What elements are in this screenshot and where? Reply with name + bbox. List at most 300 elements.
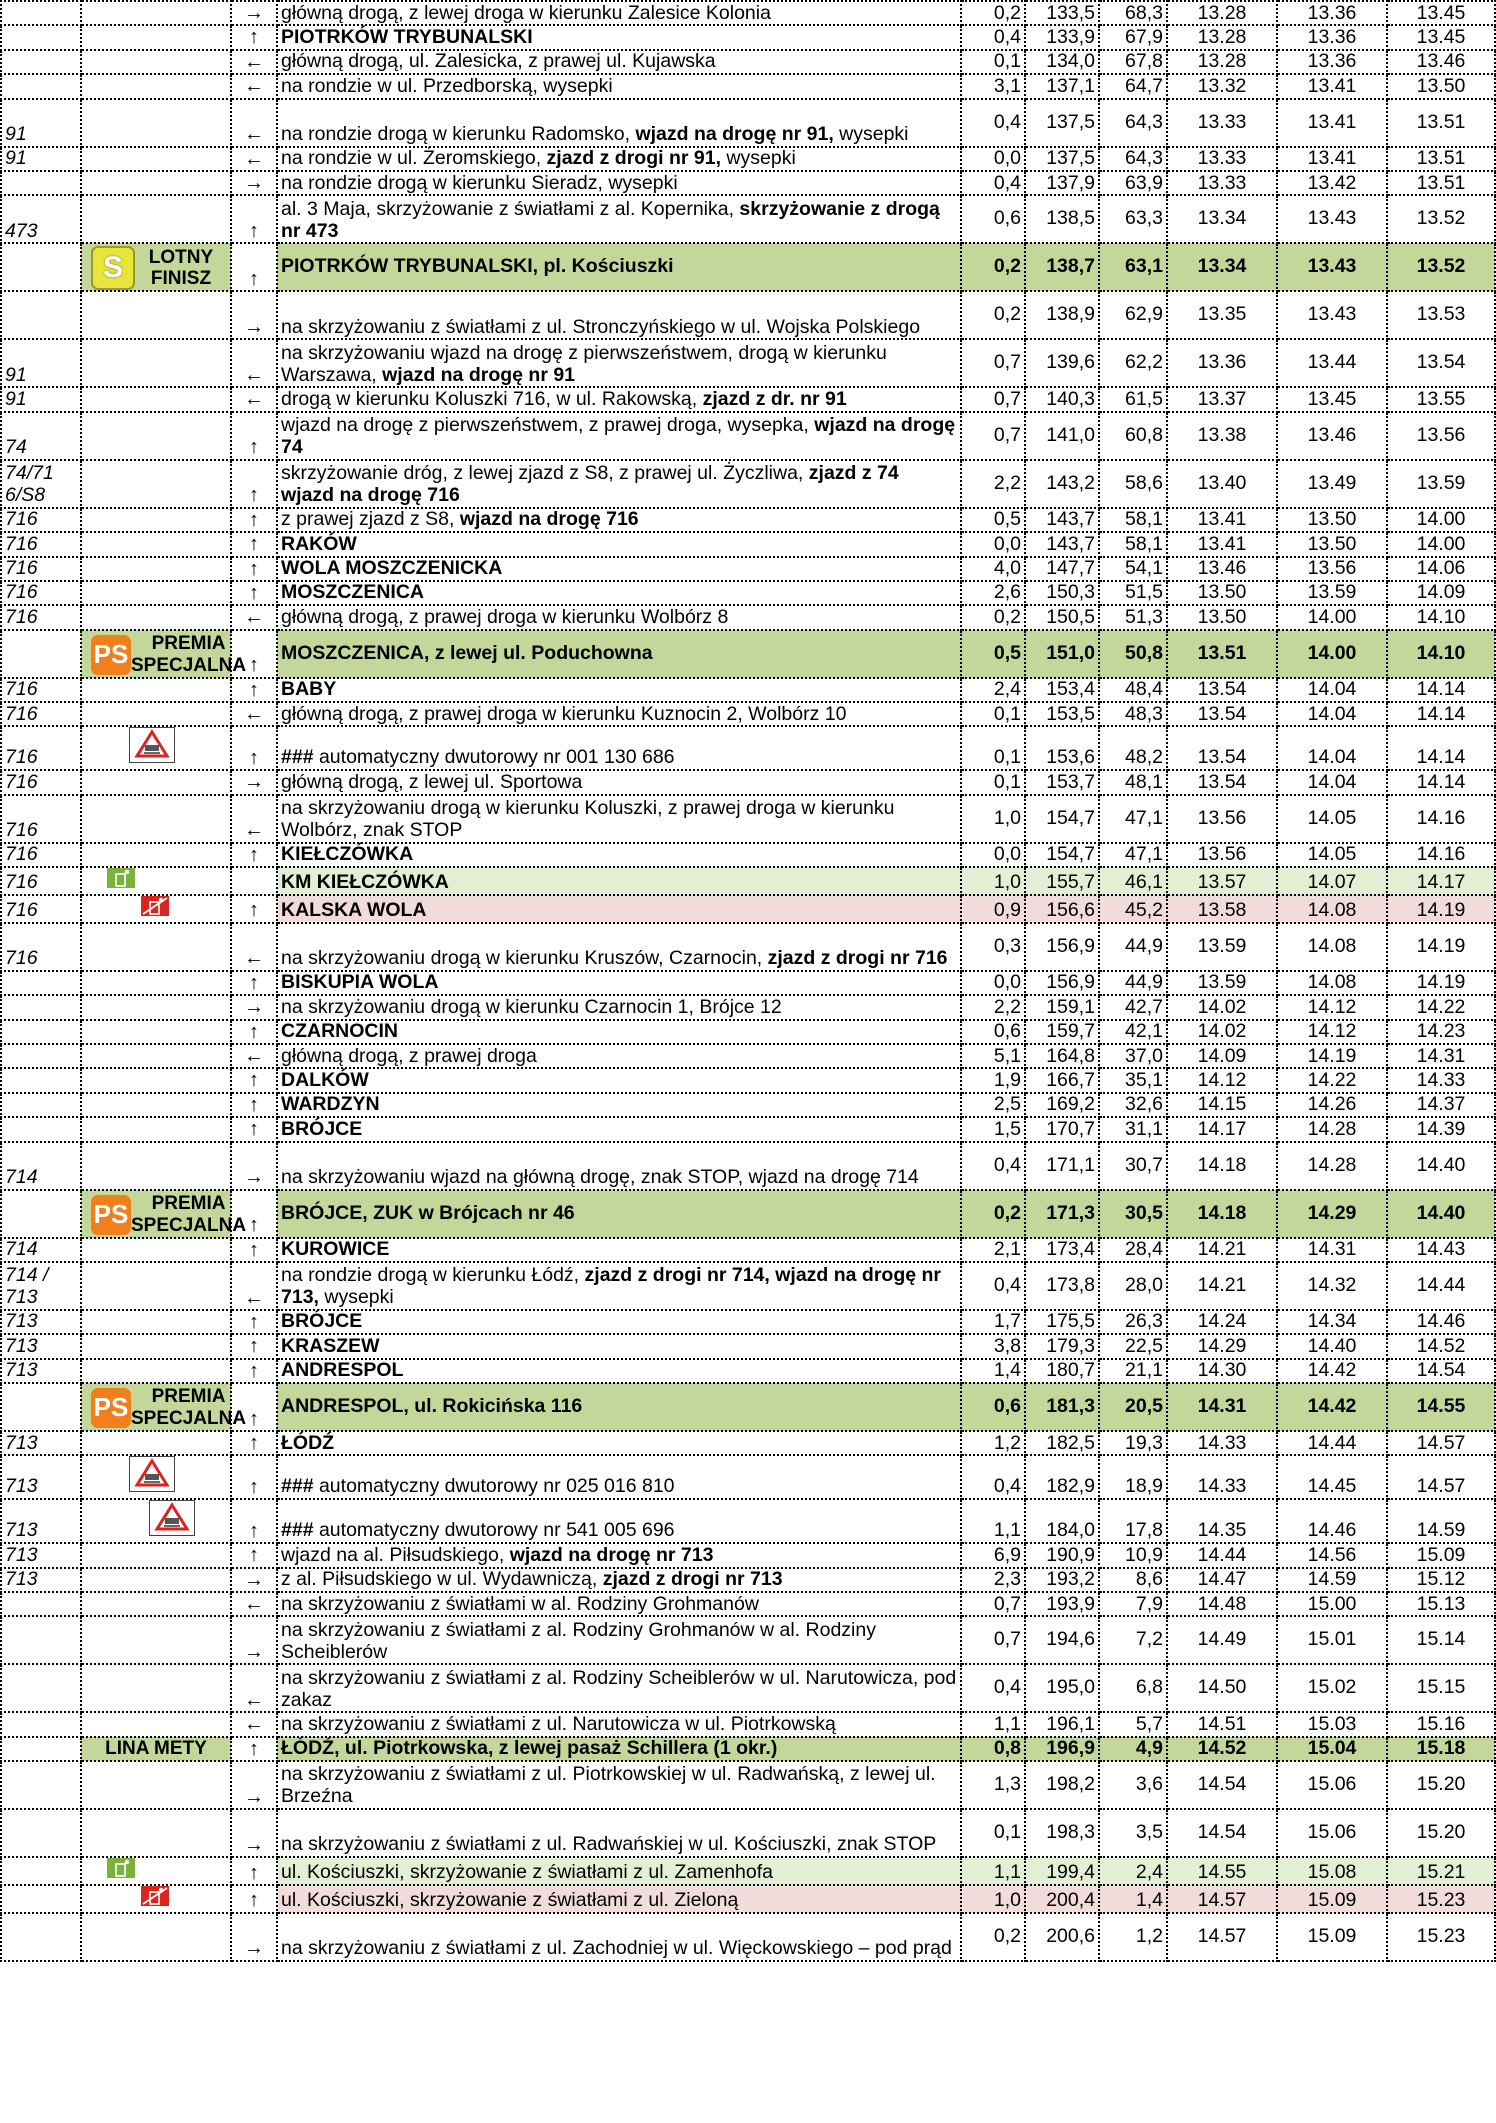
road-number-cell: 713 <box>1 1431 81 1455</box>
route-description-cell <box>277 770 961 794</box>
direction-arrow-icon: → <box>231 1809 277 1857</box>
direction-arrow-icon: ← <box>231 1262 277 1310</box>
segment-km-cell: 1,1 <box>961 1857 1025 1885</box>
total-km-cell: 139,6 <box>1025 339 1099 387</box>
remaining-km-cell: 54,1 <box>1099 557 1167 581</box>
remaining-km-cell: 26,3 <box>1099 1310 1167 1334</box>
event-cell <box>81 1068 231 1092</box>
direction-arrow-icon: ↑ <box>231 1310 277 1334</box>
table-row <box>1 1809 1495 1857</box>
remaining-km-cell: 5,7 <box>1099 1712 1167 1736</box>
time-fast-cell: 13.54 <box>1167 726 1277 770</box>
road-number-cell <box>1 291 81 339</box>
route-description-cell <box>277 1568 961 1592</box>
road-number-cell: 91 <box>1 339 81 387</box>
road-number-cell <box>1 1737 81 1761</box>
event-cell <box>81 770 231 794</box>
segment-km-cell: 0,1 <box>961 50 1025 74</box>
event-cell <box>81 291 231 339</box>
railway-crossing-sign-icon <box>129 1456 175 1492</box>
segment-km-cell: 0,5 <box>961 508 1025 532</box>
total-km-cell: 169,2 <box>1025 1093 1099 1117</box>
route-description-cell <box>277 508 961 532</box>
road-number-cell: 714 <box>1 1142 81 1190</box>
time-fast-cell: 13.35 <box>1167 291 1277 339</box>
time-slow-cell: 14.19 <box>1387 895 1495 923</box>
route-description-cell <box>277 1 961 25</box>
time-slow-cell: 13.45 <box>1387 1 1495 25</box>
table-row <box>1 195 1495 243</box>
segment-km-cell: 0,4 <box>961 1262 1025 1310</box>
time-fast-cell: 13.32 <box>1167 74 1277 98</box>
table-row <box>1 581 1495 605</box>
direction-arrow-icon: → <box>231 1761 277 1809</box>
route-description-cell <box>277 923 961 971</box>
time-slow-cell: 14.59 <box>1387 1499 1495 1543</box>
time-slow-cell: 14.55 <box>1387 1383 1495 1431</box>
time-slow-cell: 14.19 <box>1387 971 1495 995</box>
time-fast-cell: 13.34 <box>1167 243 1277 291</box>
road-number-cell <box>1 1712 81 1736</box>
time-fast-cell: 14.18 <box>1167 1142 1277 1190</box>
direction-arrow-icon: ↑ <box>231 532 277 556</box>
time-fast-cell: 13.38 <box>1167 412 1277 460</box>
remaining-km-cell: 8,6 <box>1099 1568 1167 1592</box>
description-text: skrzyżowanie dróg, z lewej zjazd z S8, z prawej ul. Życzliwa, <box>281 462 809 485</box>
time-slow-cell: 15.23 <box>1387 1913 1495 1961</box>
road-number-cell: 716 <box>1 726 81 770</box>
direction-arrow-icon: ↑ <box>231 195 277 243</box>
description-bold: WOLA MOSZCZENICKA <box>281 557 503 580</box>
direction-arrow-icon: ↑ <box>231 460 277 508</box>
direction-arrow-icon: ↑ <box>231 1359 277 1383</box>
time-mid-cell: 13.46 <box>1277 412 1387 460</box>
time-slow-cell: 13.50 <box>1387 74 1495 98</box>
time-fast-cell: 14.49 <box>1167 1616 1277 1664</box>
total-km-cell: 193,9 <box>1025 1592 1099 1616</box>
description-bold: zjazd z drogi nr 91, <box>546 147 721 170</box>
time-slow-cell: 15.15 <box>1387 1664 1495 1712</box>
route-description-cell <box>277 532 961 556</box>
route-description-cell <box>277 1616 961 1664</box>
segment-km-cell: 0,1 <box>961 770 1025 794</box>
description-bold: KRASZEW <box>281 1334 380 1357</box>
segment-km-cell: 0,2 <box>961 1913 1025 1961</box>
time-mid-cell: 14.42 <box>1277 1359 1387 1383</box>
event-cell <box>81 1913 231 1961</box>
table-row <box>1 508 1495 532</box>
event-cell <box>81 1262 231 1310</box>
road-number-cell <box>1 1 81 25</box>
remaining-km-cell: 64,7 <box>1099 74 1167 98</box>
total-km-cell: 196,1 <box>1025 1712 1099 1736</box>
route-description-cell <box>277 243 961 291</box>
time-fast-cell: 14.02 <box>1167 995 1277 1019</box>
event-cell <box>81 1238 231 1262</box>
description-bold: skrzyżowanie z drogą nr 473 <box>281 197 940 242</box>
route-description-cell <box>277 1334 961 1358</box>
event-cell <box>81 1190 247 1238</box>
segment-km-cell: 0,0 <box>961 971 1025 995</box>
remaining-km-cell: 62,9 <box>1099 291 1167 339</box>
remaining-km-cell: 1,4 <box>1099 1885 1167 1913</box>
total-km-cell: 155,7 <box>1025 867 1099 895</box>
route-description-cell <box>277 195 961 243</box>
segment-km-cell: 0,7 <box>961 339 1025 387</box>
road-number-cell: 713 <box>1 1568 81 1592</box>
time-mid-cell: 13.41 <box>1277 74 1387 98</box>
table-row <box>1 1238 1495 1262</box>
time-mid-cell: 14.32 <box>1277 1262 1387 1310</box>
direction-arrow-icon: → <box>231 770 277 794</box>
route-description-cell <box>277 291 961 339</box>
total-km-cell: 153,4 <box>1025 678 1099 702</box>
table-row <box>1 726 1495 770</box>
time-slow-cell: 14.33 <box>1387 1068 1495 1092</box>
route-description-cell <box>277 387 961 411</box>
remaining-km-cell: 22,5 <box>1099 1334 1167 1358</box>
description-text: na skrzyżowaniu z światłami z al. Rodziny Scheiblerów w ul. Narutowicza, pod zakaz <box>281 1666 957 1711</box>
direction-arrow-icon: ← <box>231 387 277 411</box>
event-cell <box>81 460 231 508</box>
road-number-cell: 716 <box>1 923 81 971</box>
segment-km-cell: 0,8 <box>961 1737 1025 1761</box>
table-row <box>1 971 1495 995</box>
road-number-cell <box>1 1664 81 1712</box>
time-fast-cell: 13.54 <box>1167 678 1277 702</box>
description-bold: DALKÓW <box>281 1068 369 1091</box>
remaining-km-cell: 63,1 <box>1099 243 1167 291</box>
event-cell <box>81 1359 231 1383</box>
event-cell <box>81 1334 231 1358</box>
description-bold: PIOTRKÓW TRYBUNALSKI <box>281 25 533 48</box>
route-description-cell <box>277 1761 961 1809</box>
event-label: LINA METY <box>105 1737 207 1759</box>
event-cell <box>81 843 231 867</box>
route-description-cell <box>277 1310 961 1334</box>
remaining-km-cell: 58,1 <box>1099 508 1167 532</box>
remaining-km-cell: 32,6 <box>1099 1093 1167 1117</box>
event-label: PREMIA SPECJALNA <box>131 1192 247 1236</box>
segment-km-cell: 0,4 <box>961 1142 1025 1190</box>
remaining-km-cell: 30,5 <box>1099 1190 1167 1238</box>
litter-zone-end-icon <box>141 896 169 916</box>
road-number-cell: 716 <box>1 605 81 629</box>
total-km-cell: 171,1 <box>1025 1142 1099 1190</box>
remaining-km-cell: 58,6 <box>1099 460 1167 508</box>
table-row <box>1 702 1495 726</box>
description-bold: zjazd z dr. nr 91 <box>702 387 847 410</box>
time-slow-cell: 13.55 <box>1387 387 1495 411</box>
route-description-cell <box>277 1044 961 1068</box>
remaining-km-cell: 7,9 <box>1099 1592 1167 1616</box>
road-number-cell <box>1 1913 81 1961</box>
description-bold: WARDZYN <box>281 1093 380 1116</box>
total-km-cell: 137,5 <box>1025 147 1099 171</box>
remaining-km-cell: 63,3 <box>1099 195 1167 243</box>
table-row <box>1 867 1495 895</box>
time-mid-cell: 13.42 <box>1277 171 1387 195</box>
time-slow-cell: 14.06 <box>1387 557 1495 581</box>
event-cell <box>81 339 231 387</box>
time-mid-cell: 15.06 <box>1277 1809 1387 1857</box>
segment-km-cell: 1,7 <box>961 1310 1025 1334</box>
direction-arrow-icon: ↑ <box>231 1455 277 1499</box>
road-number-cell: 716 <box>1 895 81 923</box>
route-description-cell <box>277 1262 961 1310</box>
description-bold: ANDRESPOL <box>281 1359 404 1382</box>
road-number-cell: 716 <box>1 867 81 895</box>
time-fast-cell: 14.31 <box>1167 1383 1277 1431</box>
time-fast-cell: 13.50 <box>1167 605 1277 629</box>
table-row <box>1 557 1495 581</box>
segment-km-cell: 0,7 <box>961 412 1025 460</box>
event-cell <box>81 557 231 581</box>
time-slow-cell: 14.14 <box>1387 702 1495 726</box>
direction-arrow-icon: ← <box>231 339 277 387</box>
description-text: na rondzie w ul. Żeromskiego, <box>281 147 547 170</box>
route-description-cell <box>277 460 961 508</box>
segment-km-cell: 0,6 <box>961 195 1025 243</box>
event-cell <box>81 867 231 895</box>
time-fast-cell: 14.29 <box>1167 1334 1277 1358</box>
table-row <box>1 1737 1495 1761</box>
route-description-cell <box>277 1359 961 1383</box>
time-fast-cell: 14.12 <box>1167 1068 1277 1092</box>
time-slow-cell: 14.16 <box>1387 843 1495 867</box>
time-slow-cell: 14.54 <box>1387 1359 1495 1383</box>
time-mid-cell: 13.36 <box>1277 25 1387 49</box>
event-cell <box>81 1712 231 1736</box>
remaining-km-cell: 1,2 <box>1099 1913 1167 1961</box>
time-fast-cell: 14.50 <box>1167 1664 1277 1712</box>
time-mid-cell: 14.59 <box>1277 1568 1387 1592</box>
time-slow-cell: 14.57 <box>1387 1431 1495 1455</box>
time-fast-cell: 13.57 <box>1167 867 1277 895</box>
road-number-cell <box>1 1857 81 1885</box>
time-fast-cell: 13.41 <box>1167 508 1277 532</box>
time-slow-cell: 13.52 <box>1387 195 1495 243</box>
special-prize-badge-icon: PS <box>91 635 131 675</box>
remaining-km-cell: 61,5 <box>1099 387 1167 411</box>
event-cell <box>81 99 231 147</box>
direction-arrow-icon: ↑ <box>231 1068 277 1092</box>
route-description-cell <box>277 1499 961 1543</box>
total-km-cell: 156,6 <box>1025 895 1099 923</box>
direction-arrow-icon: ↑ <box>231 726 277 770</box>
table-row <box>1 1262 1495 1310</box>
direction-arrow-icon: ↑ <box>231 630 277 678</box>
time-fast-cell: 13.54 <box>1167 770 1277 794</box>
segment-km-cell: 0,0 <box>961 147 1025 171</box>
remaining-km-cell: 28,0 <box>1099 1262 1167 1310</box>
total-km-cell: 153,7 <box>1025 770 1099 794</box>
remaining-km-cell: 48,3 <box>1099 702 1167 726</box>
road-number-cell <box>1 995 81 1019</box>
table-row <box>1 387 1495 411</box>
total-km-cell: 154,7 <box>1025 843 1099 867</box>
table-row <box>1 412 1495 460</box>
description-text: na skrzyżowaniu z światłami w al. Rodziny Grohmanów <box>281 1592 759 1615</box>
remaining-km-cell: 64,3 <box>1099 147 1167 171</box>
event-cell <box>81 1857 231 1885</box>
time-slow-cell: 13.46 <box>1387 50 1495 74</box>
time-slow-cell: 14.22 <box>1387 995 1495 1019</box>
route-description-cell <box>277 971 961 995</box>
total-km-cell: 184,0 <box>1025 1499 1099 1543</box>
event-cell <box>81 147 231 171</box>
time-mid-cell: 13.44 <box>1277 339 1387 387</box>
time-slow-cell: 14.46 <box>1387 1310 1495 1334</box>
event-cell <box>81 1093 231 1117</box>
segment-km-cell: 0,9 <box>961 895 1025 923</box>
description-text: na rondzie w ul. Przedborską, wysepki <box>281 74 613 97</box>
remaining-km-cell: 28,4 <box>1099 1238 1167 1262</box>
event-cell <box>81 1616 231 1664</box>
event-cell <box>81 387 231 411</box>
time-fast-cell: 14.02 <box>1167 1020 1277 1044</box>
time-fast-cell: 13.58 <box>1167 895 1277 923</box>
direction-arrow-icon: ↑ <box>231 25 277 49</box>
remaining-km-cell: 35,1 <box>1099 1068 1167 1092</box>
road-number-cell: 716 <box>1 508 81 532</box>
table-row <box>1 460 1495 508</box>
description-text-after: wysepki <box>318 1286 394 1309</box>
time-fast-cell: 14.18 <box>1167 1190 1277 1238</box>
segment-km-cell: 0,2 <box>961 605 1025 629</box>
table-row <box>1 605 1495 629</box>
total-km-cell: 180,7 <box>1025 1359 1099 1383</box>
route-description-cell <box>277 1455 961 1499</box>
remaining-km-cell: 10,9 <box>1099 1543 1167 1567</box>
event-wrap <box>85 246 227 290</box>
remaining-km-cell: 58,1 <box>1099 532 1167 556</box>
road-number-cell <box>1 1020 81 1044</box>
road-number-cell: 713 <box>1 1543 81 1567</box>
total-km-cell: 143,7 <box>1025 532 1099 556</box>
table-row <box>1 171 1495 195</box>
description-bold: ### <box>281 1475 314 1498</box>
time-mid-cell: 14.40 <box>1277 1334 1387 1358</box>
time-mid-cell: 13.43 <box>1277 195 1387 243</box>
time-fast-cell: 13.40 <box>1167 460 1277 508</box>
remaining-km-cell: 51,5 <box>1099 581 1167 605</box>
segment-km-cell: 1,0 <box>961 867 1025 895</box>
event-cell <box>81 1737 231 1761</box>
event-cell <box>81 1383 247 1431</box>
total-km-cell: 138,5 <box>1025 195 1099 243</box>
total-km-cell: 150,3 <box>1025 581 1099 605</box>
time-mid-cell: 13.50 <box>1277 532 1387 556</box>
road-number-cell: 716 <box>1 702 81 726</box>
route-description-cell <box>277 1885 961 1913</box>
route-description-cell <box>277 895 961 923</box>
road-number-cell: 91 <box>1 99 81 147</box>
event-cell <box>81 532 231 556</box>
description-bold: wjazd na drogę nr 713 <box>509 1543 714 1566</box>
route-description-cell <box>277 630 961 678</box>
remaining-km-cell: 21,1 <box>1099 1359 1167 1383</box>
time-slow-cell: 15.13 <box>1387 1592 1495 1616</box>
segment-km-cell: 2,1 <box>961 1238 1025 1262</box>
remaining-km-cell: 31,1 <box>1099 1117 1167 1141</box>
road-number-cell <box>1 971 81 995</box>
description-text: główną drogą, z prawej droga <box>281 1044 537 1067</box>
total-km-cell: 175,5 <box>1025 1310 1099 1334</box>
table-row <box>1 1712 1495 1736</box>
description-text: na skrzyżowaniu z światłami z ul. Radwańskiej w ul. Kościuszki, znak STOP <box>281 1833 937 1856</box>
route-table-body <box>1 1 1495 1961</box>
time-slow-cell: 13.53 <box>1387 291 1495 339</box>
total-km-cell: 141,0 <box>1025 412 1099 460</box>
time-fast-cell: 13.54 <box>1167 702 1277 726</box>
table-row <box>1 1664 1495 1712</box>
time-mid-cell: 14.04 <box>1277 770 1387 794</box>
event-wrap <box>85 633 247 677</box>
event-cell <box>81 1142 231 1190</box>
remaining-km-cell: 45,2 <box>1099 895 1167 923</box>
total-km-cell: 193,2 <box>1025 1568 1099 1592</box>
total-km-cell: 143,2 <box>1025 460 1099 508</box>
direction-arrow-icon: ↑ <box>231 843 277 867</box>
road-number-cell: 74/71 6/S8 <box>1 460 81 508</box>
time-mid-cell: 14.29 <box>1277 1190 1387 1238</box>
segment-km-cell: 1,1 <box>961 1499 1025 1543</box>
direction-arrow-icon: ← <box>231 1044 277 1068</box>
event-cell <box>81 171 231 195</box>
remaining-km-cell: 3,5 <box>1099 1809 1167 1857</box>
time-fast-cell: 13.41 <box>1167 532 1277 556</box>
time-slow-cell: 15.16 <box>1387 1712 1495 1736</box>
time-slow-cell: 15.23 <box>1387 1885 1495 1913</box>
direction-arrow-icon: ↑ <box>231 1857 277 1885</box>
direction-arrow-icon: ← <box>231 702 277 726</box>
total-km-cell: 171,3 <box>1025 1190 1099 1238</box>
route-description-cell <box>277 1664 961 1712</box>
table-row <box>1 50 1495 74</box>
direction-arrow-icon: → <box>231 995 277 1019</box>
event-cell <box>81 895 231 923</box>
segment-km-cell: 0,0 <box>961 532 1025 556</box>
time-slow-cell: 14.14 <box>1387 726 1495 770</box>
segment-km-cell: 1,3 <box>961 1761 1025 1809</box>
time-mid-cell: 15.01 <box>1277 1616 1387 1664</box>
segment-km-cell: 2,4 <box>961 678 1025 702</box>
time-slow-cell: 15.12 <box>1387 1568 1495 1592</box>
direction-arrow-icon: ↑ <box>231 678 277 702</box>
time-mid-cell: 14.04 <box>1277 726 1387 770</box>
description-text-after: automatyczny dwutorowy nr 541 005 696 <box>313 1519 675 1542</box>
route-description-cell <box>277 557 961 581</box>
time-mid-cell: 15.09 <box>1277 1885 1387 1913</box>
table-row <box>1 1334 1495 1358</box>
segment-km-cell: 1,0 <box>961 1885 1025 1913</box>
remaining-km-cell: 3,6 <box>1099 1761 1167 1809</box>
event-cell <box>81 1761 231 1809</box>
time-mid-cell: 13.56 <box>1277 557 1387 581</box>
event-label: PREMIA SPECJALNA <box>131 633 247 676</box>
description-bold: BRÓJCE, ZUK w Brójcach nr 46 <box>281 1201 575 1224</box>
remaining-km-cell: 64,3 <box>1099 99 1167 147</box>
direction-arrow-icon: → <box>231 1616 277 1664</box>
road-number-cell <box>1 1383 81 1431</box>
direction-arrow-icon: ↑ <box>231 1190 277 1238</box>
segment-km-cell: 0,4 <box>961 99 1025 147</box>
road-number-cell: 713 <box>1 1334 81 1358</box>
segment-km-cell: 0,7 <box>961 387 1025 411</box>
description-text: na skrzyżowaniu z światłami z ul. Narutowicza w ul. Piotrkowską <box>281 1712 836 1735</box>
segment-km-cell: 0,0 <box>961 843 1025 867</box>
